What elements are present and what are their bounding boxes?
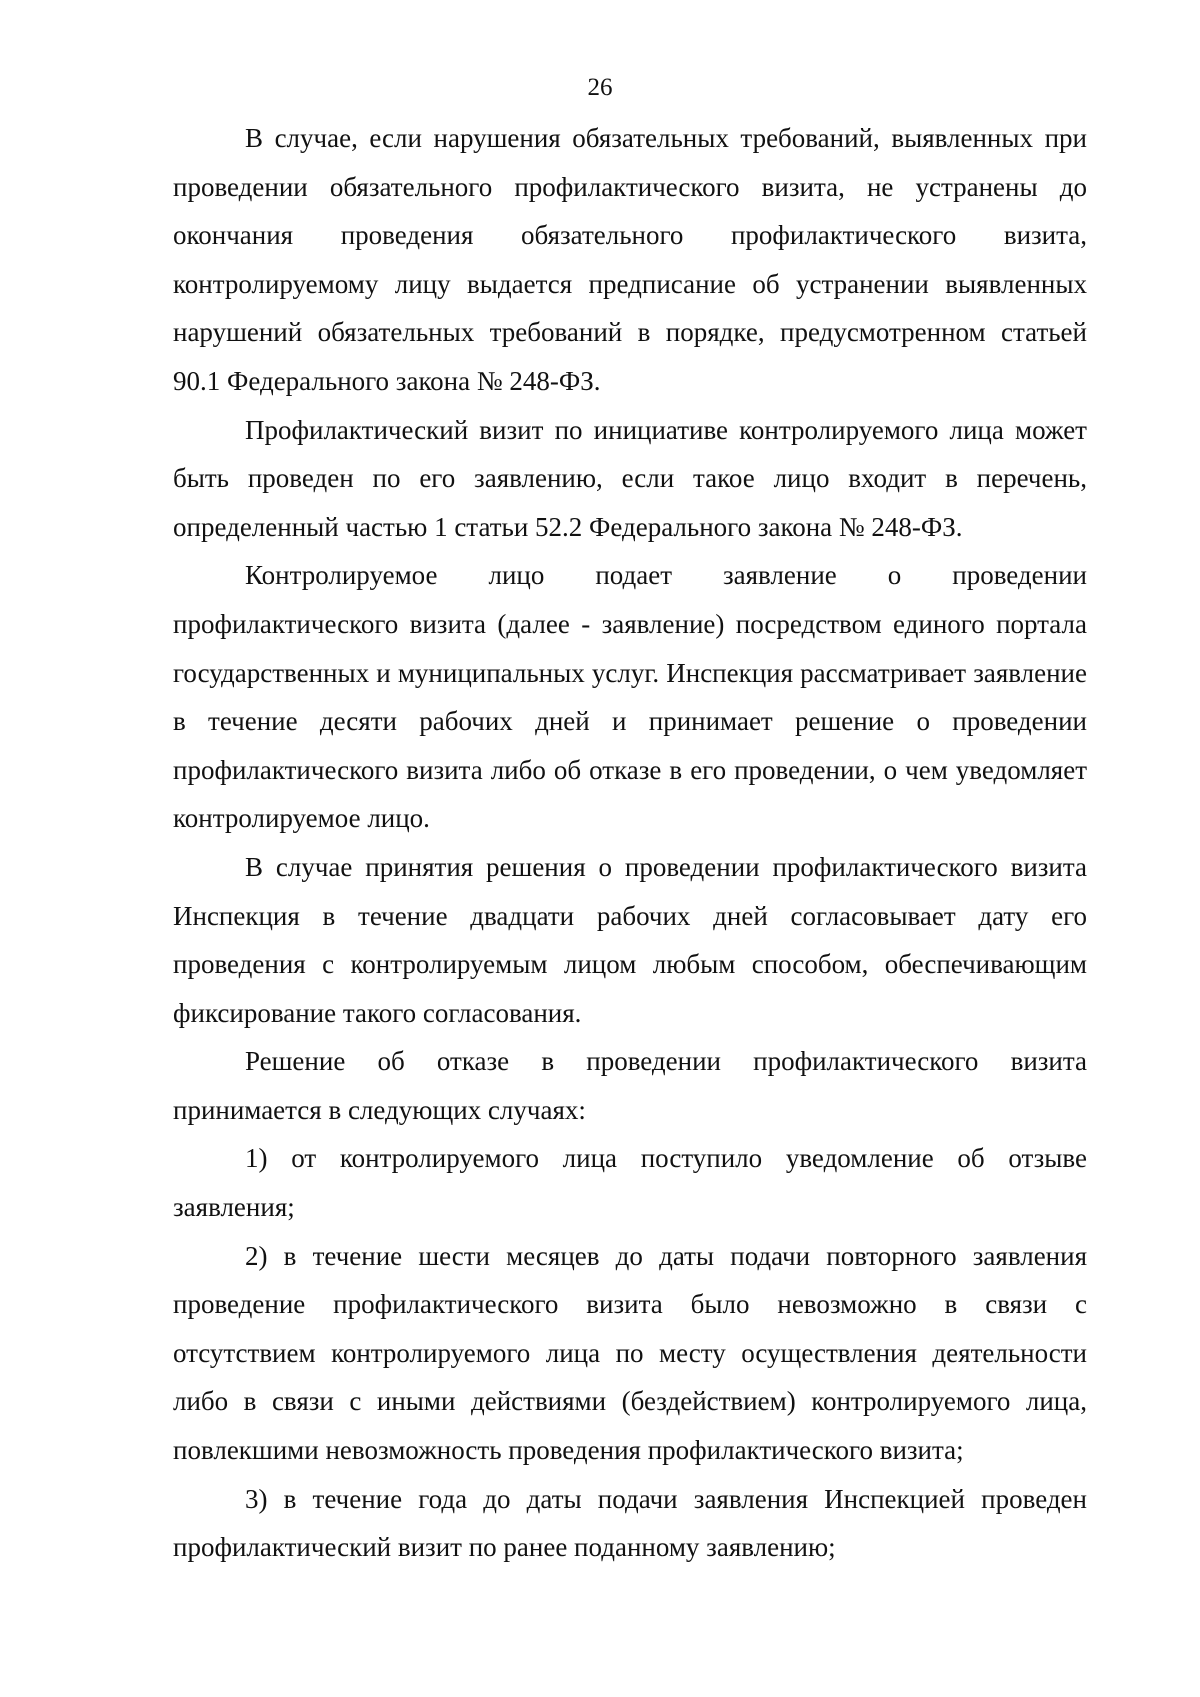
paragraph-application-submission: Контролируемое лицо подает заявление о проведении профилактического визита (далее - заявление) посредством единого портала государственных и муниципальных услуг. Инспекция рассматривает заявление в течение десяти рабочих дней и принимает решение о проведении профилактического визита либо об отказе в его проведении, о чем уведомляет контролируемое лицо. [173, 560, 1087, 834]
paragraph-visit-on-initiative: Профилактический визит по инициативе контролируемого лица может быть проведен по его заявлению, если такое лицо входит в перечень, определенный частью 1 статьи 52.2 Федерального закона № 248-ФЗ. [173, 414, 1087, 542]
list-item-1: 1) от контролируемого лица поступило уведомление об отзыве заявления; [173, 1143, 1087, 1223]
list-item-3: 3) в течение года до даты подачи заявления Инспекцией проведен профилактический визит по ранее поданному заявлению; [173, 1483, 1087, 1563]
list-item-2: 2) в течение шести месяцев до даты подачи повторного заявления проведение профилактического визита было невозможно в связи с отсутствием контролируемого лица по месту осуществления деятельности либо в связи с иными действиями (бездействием) контролируемого лица, повлекшими невозможность проведения профилактического визита; [173, 1240, 1087, 1466]
paragraph-date-agreement: В случае принятия решения о проведении профилактического визита Инспекция в течение двадцати рабочих дней согласовывает дату его проведения с контролируемым лицом любым способом, обеспечивающим фиксирование такого согласования. [173, 851, 1087, 1028]
document-body [173, 114, 1087, 1572]
page-number: 26 [587, 74, 613, 101]
paragraph-refusal-cases: Решение об отказе в проведении профилактического визита принимается в следующих случаях: [173, 1046, 1087, 1125]
paragraph-violations-not-eliminated: В случае, если нарушения обязательных требований, выявленных при проведении обязательного профилактического визита, не устранены до окончания проведения обязательного профилактического визита, контролируемому лицу выдается предписание об устранении выявленных нарушений обязательных требований в порядке, предусмотренном статьей 90.1 Федерального закона № 248-ФЗ. [173, 123, 1087, 396]
